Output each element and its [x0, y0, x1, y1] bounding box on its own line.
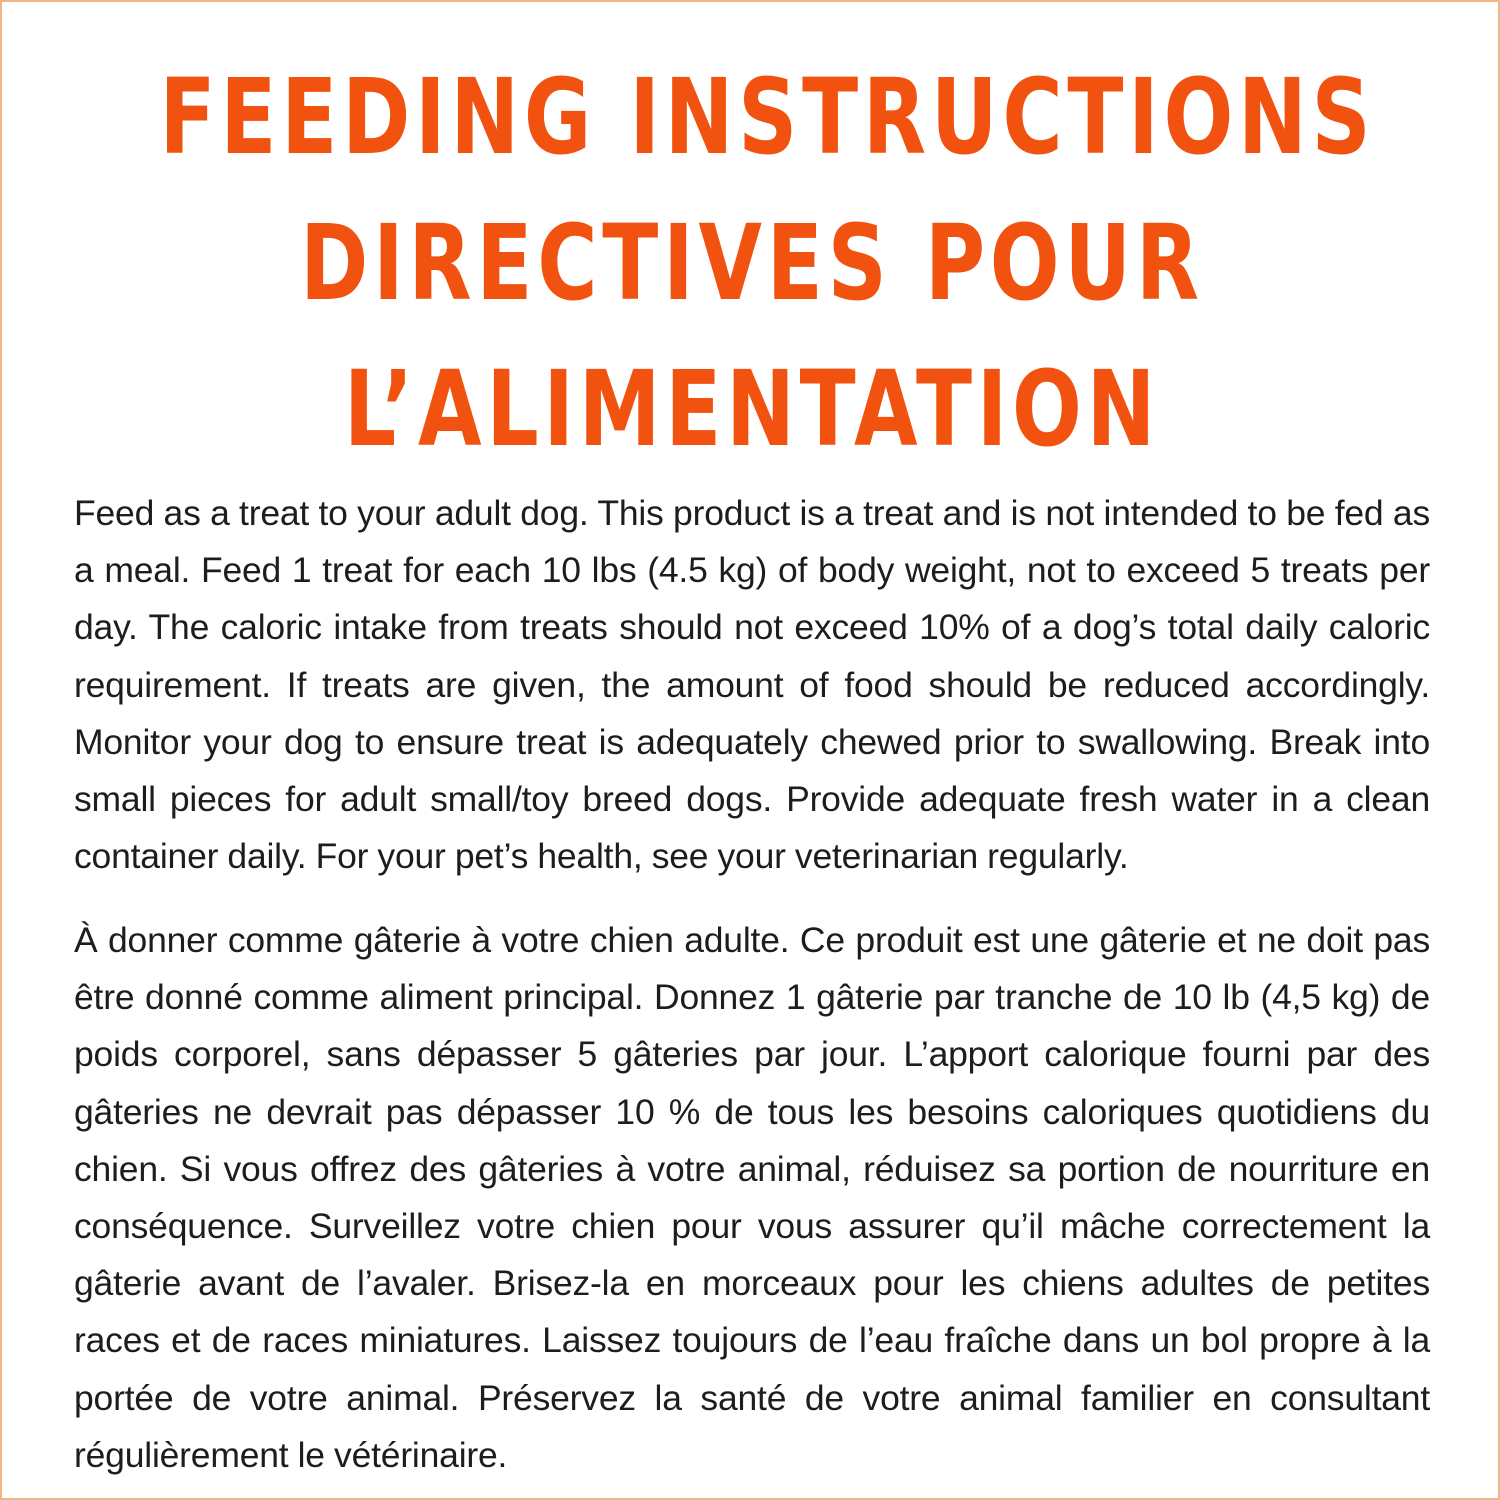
instructions-english: Feed as a treat to your adult dog. This product is a treat and is not intended to be fed as a meal. Feed 1 treat for each 10 lbs (4.5 kg) of body weight, not to exceed 5 treats per day. The caloric intake from treats should not exceed 10% of a dog’s total daily caloric requirement. If treats are given, the amount of food should be reduced accordingly. Monitor your dog to ensure treat is adequately chewed prior to swallowing. Break into small pieces for adult small/toy breed dogs. Provide adequate fresh water in a clean container daily. For your pet’s health, see your veterinarian regularly. — [74, 493, 1430, 877]
title-line-english: FEEDING INSTRUCTIONS — [159, 56, 1376, 178]
page-title — [159, 44, 1376, 482]
instructions-french: À donner comme gâterie à votre chien adulte. Ce produit est une gâterie et ne doit pas être donné comme aliment principal. Donnez 1 gâterie par tranche de 10 lb (4,5 kg) de poids corporel, sans dépasser 5 gâteries par jour. L’apport calorique fourni par des gâteries ne devrait pas dépasser 10 % de tous les besoins caloriques quotidiens du chien. Si vous offrez des gâteries à votre animal, réduisez sa portion de nourriture en conséquence. Surveillez votre chien pour vous assurer qu’il mâche correctement la gâterie avant de l’avaler. Brisez-la en morceaux pour les chiens adultes de petites races et de races miniatures. Laissez toujours de l’eau fraîche dans un bol propre à la portée de votre animal. Préservez la santé de votre animal familier en consultant régulièrement le vétérinaire. — [74, 920, 1430, 1475]
title-line-french-1: DIRECTIVES POUR — [300, 202, 1204, 324]
title-line-french-2: L’ALIMENTATION — [343, 348, 1161, 470]
